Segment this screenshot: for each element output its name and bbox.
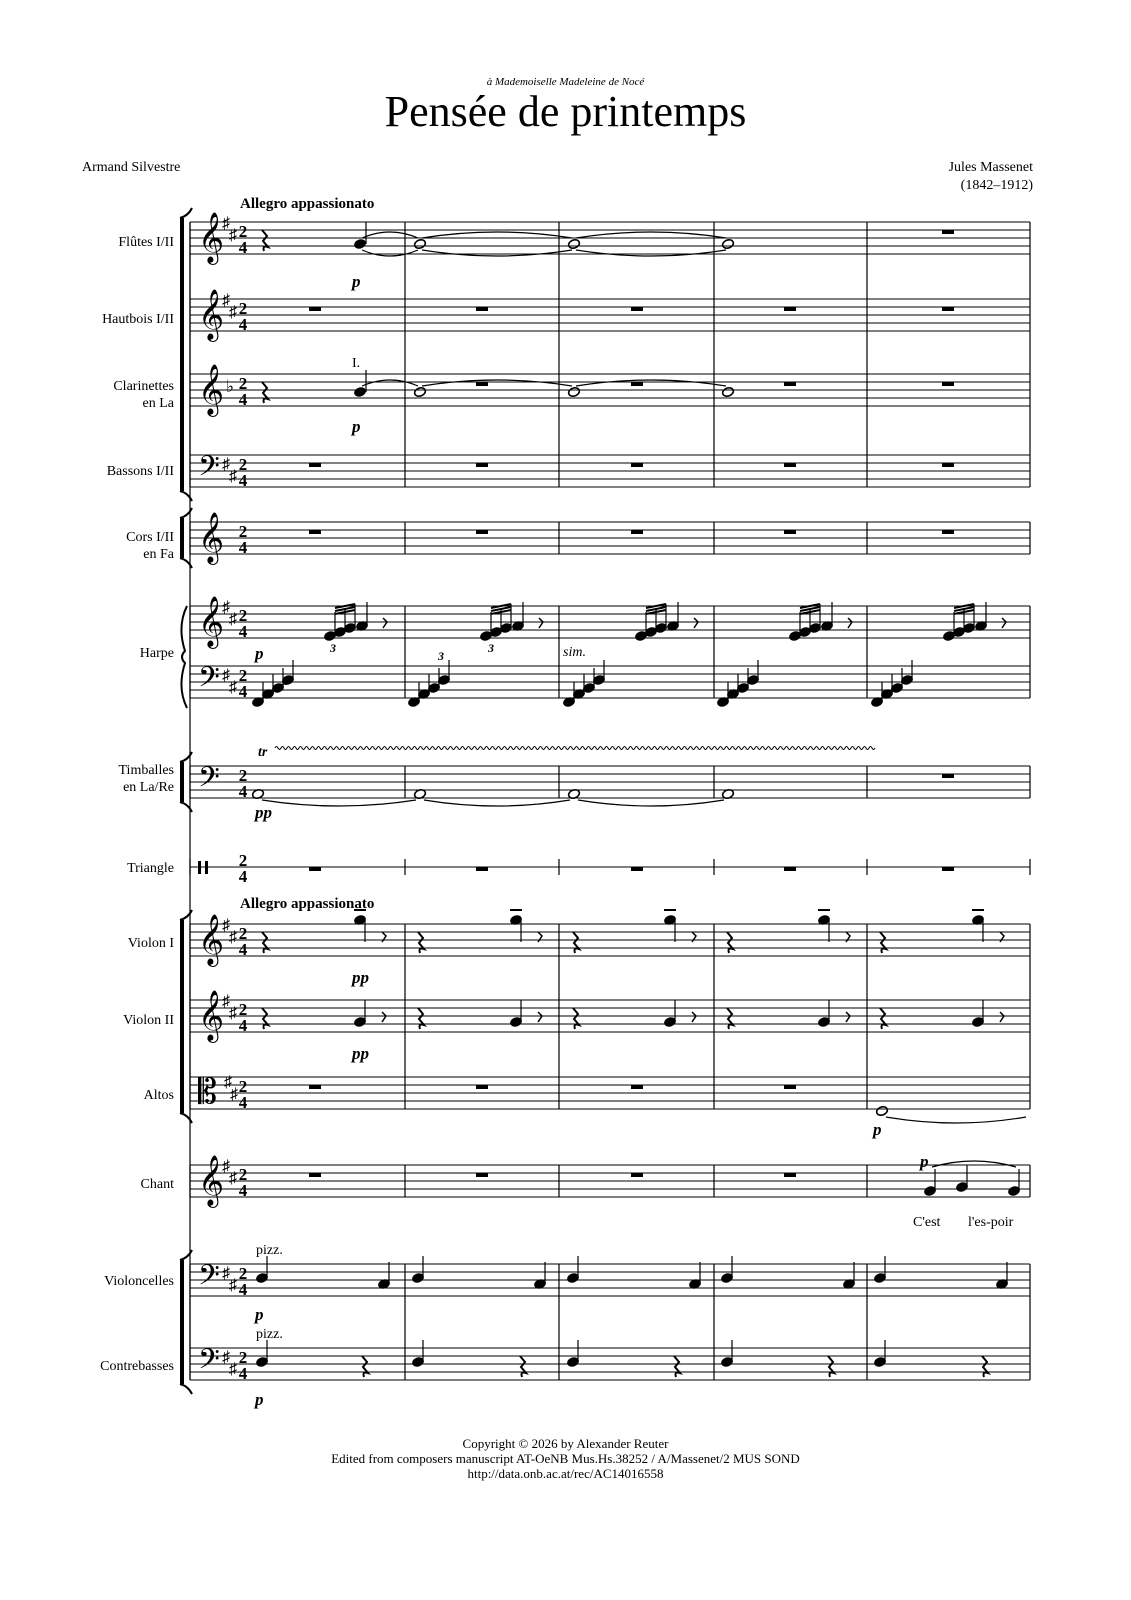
sharp-sign: ♯ xyxy=(229,1170,237,1187)
time-sig-numerator: 2 xyxy=(238,1264,248,1283)
instrument-label-horns: Cors I/II en Fa xyxy=(126,530,174,562)
sharp-sign: ♯ xyxy=(222,667,230,684)
sharp-sign: ♯ xyxy=(222,292,230,309)
time-sig-denominator: 4 xyxy=(238,940,248,959)
source-url: http://data.onb.ac.at/rec/AC14016558 xyxy=(467,1466,664,1481)
time-sig-numerator: 2 xyxy=(238,666,248,685)
eighth-rest xyxy=(538,1012,542,1022)
tuplet-number: 3 xyxy=(488,641,494,655)
sharp-sign: ♯ xyxy=(229,227,237,244)
dynamic-clarinets: p xyxy=(352,417,361,436)
tie xyxy=(576,380,726,386)
time-sig-denominator: 4 xyxy=(238,1093,248,1112)
time-sig-denominator: 4 xyxy=(238,315,248,334)
dynamic-violin1: pp xyxy=(352,968,369,987)
sharp-sign: ♯ xyxy=(229,304,237,321)
sharp-sign: ♯ xyxy=(229,468,237,485)
bass-clef: 𝄢 xyxy=(198,450,220,490)
eighth-rest xyxy=(382,1012,386,1022)
whole-rest xyxy=(631,867,643,871)
alto-clef: 𝄡 xyxy=(198,1072,217,1112)
whole-rest xyxy=(309,1085,321,1089)
notes xyxy=(251,222,1026,1368)
bracket-hook xyxy=(180,1384,192,1394)
eighth-rest xyxy=(383,618,387,628)
quarter-rest xyxy=(262,1008,268,1029)
bass-clef: 𝄢 xyxy=(198,1259,220,1299)
treble-clef: 𝄞 xyxy=(198,596,225,647)
composer-dates: (1842–1912) xyxy=(960,178,1033,193)
time-sig-denominator: 4 xyxy=(238,538,248,557)
sharp-sign: ♯ xyxy=(229,611,237,628)
whole-rest xyxy=(784,530,796,534)
notehead xyxy=(413,238,426,249)
whole-rest xyxy=(476,382,488,386)
bass-clef: 𝄢 xyxy=(198,1343,220,1383)
time-sig-numerator: 2 xyxy=(238,222,248,241)
sharp-sign: ♯ xyxy=(229,1005,237,1022)
instrument-label-basses: Contrebasses xyxy=(100,1359,174,1374)
instrument-label-triangle: Triangle xyxy=(127,861,174,876)
dynamic-basses: p xyxy=(255,1390,264,1409)
dedication: à Mademoiselle Madeleine de Nocé xyxy=(486,76,645,88)
dynamic-violin2: pp xyxy=(352,1044,369,1063)
instrument-label-harp: Harpe xyxy=(139,646,174,661)
whole-rest xyxy=(476,867,488,871)
tie xyxy=(886,1117,1026,1123)
tuplet-number: 3 xyxy=(438,649,444,663)
time-sig-denominator: 4 xyxy=(238,867,248,886)
quarter-rest xyxy=(573,932,579,953)
treble-clef: 𝄞 xyxy=(198,212,225,263)
time-sig-numerator: 2 xyxy=(238,606,248,625)
sharp-sign: ♯ xyxy=(222,1349,230,1366)
rests xyxy=(262,230,988,1377)
tempo-marking-winds: Allegro appassionato xyxy=(240,196,375,212)
sharp-sign: ♯ xyxy=(229,1361,237,1378)
timpani-trill-mark: tr xyxy=(258,745,268,760)
time-sig-denominator: 4 xyxy=(238,238,248,257)
tie xyxy=(362,380,418,386)
tie xyxy=(422,380,572,386)
time-sig-numerator: 2 xyxy=(238,924,248,943)
time-sig-numerator: 2 xyxy=(238,299,248,318)
barlines xyxy=(190,222,1030,1380)
sharp-sign: ♯ xyxy=(224,1074,232,1091)
instrument-label-violin2: Violon II xyxy=(123,1013,174,1028)
sharp-sign: ♯ xyxy=(222,1265,230,1282)
notehead xyxy=(353,238,366,249)
quarter-rest xyxy=(982,1356,988,1377)
time-sig-denominator: 4 xyxy=(238,1280,248,1299)
sharp-sign: ♯ xyxy=(229,679,237,696)
notehead xyxy=(567,386,580,397)
whole-rest xyxy=(784,382,796,386)
notehead xyxy=(721,386,734,397)
whole-rest xyxy=(942,307,954,311)
bass-clef: 𝄢 xyxy=(198,661,220,701)
time-sig-numerator: 2 xyxy=(238,1165,248,1184)
time-sig-denominator: 4 xyxy=(238,471,248,490)
pizz-cellos: pizz. xyxy=(256,1243,283,1258)
quarter-rest xyxy=(418,1008,424,1029)
whole-rest xyxy=(784,867,796,871)
whole-rest xyxy=(309,307,321,311)
time-sig-numerator: 2 xyxy=(238,1077,248,1096)
dynamic-cellos: p xyxy=(255,1305,264,1324)
quarter-rest xyxy=(880,932,886,953)
dynamic-timpani: pp xyxy=(255,803,272,822)
tie xyxy=(578,800,724,806)
eighth-rest xyxy=(539,618,543,628)
harp-brace xyxy=(181,606,187,708)
whole-rest xyxy=(942,774,954,778)
treble-clef: 𝄞 xyxy=(198,1155,225,1206)
notehead xyxy=(875,1105,888,1116)
page-title: Pensée de printemps xyxy=(384,87,747,136)
time-sig-denominator: 4 xyxy=(238,1364,248,1383)
sharp-sign: ♯ xyxy=(222,215,230,232)
treble-clef: 𝄞 xyxy=(198,990,225,1041)
bracket xyxy=(180,1260,184,1384)
whole-rest xyxy=(784,1173,796,1177)
whole-rest xyxy=(476,1085,488,1089)
sharp-sign: ♯ xyxy=(222,599,230,616)
tie xyxy=(422,250,572,256)
quarter-rest xyxy=(262,230,268,251)
whole-rest xyxy=(476,463,488,467)
instrument-label-clarinets: Clarinettes en La xyxy=(113,379,174,411)
footer xyxy=(0,1436,1131,1481)
time-sig-denominator: 4 xyxy=(238,622,248,641)
sharp-sign: ♯ xyxy=(222,993,230,1010)
time-sig-numerator: 2 xyxy=(238,374,248,393)
dynamic-harp: p xyxy=(255,644,264,663)
whole-rest xyxy=(309,1173,321,1177)
harp-sim-mark: sim. xyxy=(563,645,586,660)
tie xyxy=(932,1161,1016,1167)
tie xyxy=(262,800,416,806)
whole-rest xyxy=(942,867,954,871)
eighth-rest xyxy=(694,618,698,628)
treble-clef: 𝄞 xyxy=(198,914,225,965)
tie xyxy=(422,232,572,238)
tie xyxy=(424,800,570,806)
lyric-syllable: l'es-poir xyxy=(968,1215,1014,1230)
treble-clef: 𝄞 xyxy=(198,289,225,340)
instrument-label-violin1: Violon I xyxy=(127,936,174,951)
dynamic-voice: p xyxy=(920,1152,929,1171)
time-sig-numerator: 2 xyxy=(238,1000,248,1019)
sharp-sign: ♯ xyxy=(229,929,237,946)
sharp-sign: ♯ xyxy=(230,1086,238,1103)
sharp-sign: ♯ xyxy=(222,917,230,934)
whole-rest xyxy=(784,307,796,311)
sharp-sign: ♯ xyxy=(229,1277,237,1294)
eighth-rest xyxy=(1002,618,1006,628)
trill-wavy-line xyxy=(275,747,875,750)
eighth-rest xyxy=(1000,1012,1004,1022)
tempo-marking-strings: Allegro appassionato xyxy=(240,896,375,912)
instrument-label-cellos: Violoncelles xyxy=(104,1274,174,1289)
whole-rest xyxy=(476,307,488,311)
lyric-syllable: C'est xyxy=(913,1215,941,1230)
time-sig-numerator: 2 xyxy=(238,766,248,785)
whole-rest xyxy=(476,1173,488,1177)
notehead xyxy=(567,238,580,249)
whole-rest xyxy=(784,1085,796,1089)
bracket xyxy=(180,518,184,558)
instrument-label-oboes: Hautbois I/II xyxy=(102,312,174,327)
eighth-rest xyxy=(846,1012,850,1022)
whole-rest xyxy=(309,530,321,534)
notehead xyxy=(353,386,366,397)
bracket xyxy=(180,920,184,1113)
whole-rest xyxy=(631,307,643,311)
copyright-notice: Copyright © 2026 by Alexander Reuter xyxy=(462,1436,669,1451)
quarter-rest xyxy=(674,1356,680,1377)
tie xyxy=(362,250,418,256)
tie xyxy=(576,232,726,238)
source-notice: Edited from composers manuscript AT-OeNB Mus.Hs.38252 / A/Massenet/2 MUS SOND xyxy=(331,1451,800,1466)
quarter-rest xyxy=(362,1356,368,1377)
bracket-hook xyxy=(180,208,192,218)
notehead xyxy=(721,238,734,249)
tuplet-number: 3 xyxy=(330,641,336,655)
dynamic-flutes: p xyxy=(352,272,361,291)
staff-lines xyxy=(190,222,1030,1380)
whole-rest xyxy=(631,1085,643,1089)
whole-rest xyxy=(942,230,954,234)
percussion-clef xyxy=(205,861,208,874)
quarter-rest xyxy=(418,932,424,953)
whole-rest xyxy=(942,382,954,386)
pizz-basses: pizz. xyxy=(256,1327,283,1342)
tie xyxy=(576,250,726,256)
bass-clef: 𝄢 xyxy=(198,761,220,801)
eighth-rest xyxy=(848,618,852,628)
time-sig-denominator: 4 xyxy=(238,1016,248,1035)
instrument-label-bassoons: Bassons I/II xyxy=(106,464,174,479)
time-sig-numerator: 2 xyxy=(238,455,248,474)
quarter-rest xyxy=(262,382,268,403)
notehead xyxy=(413,386,426,397)
time-sig-denominator: 4 xyxy=(238,782,248,801)
time-sig-numerator: 2 xyxy=(238,851,248,870)
quarter-rest xyxy=(262,932,268,953)
whole-rest xyxy=(631,530,643,534)
quarter-rest xyxy=(520,1356,526,1377)
whole-rest xyxy=(631,382,643,386)
tie xyxy=(362,232,418,238)
sharp-sign: ♯ xyxy=(222,1158,230,1175)
clarinet-solo-mark: I. xyxy=(352,356,361,371)
poet-credit: Armand Silvestre xyxy=(82,160,181,175)
whole-rest xyxy=(631,463,643,467)
instrument-label-voice: Chant xyxy=(140,1177,174,1192)
tuplet-number: 3 xyxy=(283,674,289,688)
sharp-sign: ♯ xyxy=(222,456,230,473)
time-sig-numerator: 2 xyxy=(238,1348,248,1367)
eighth-rest xyxy=(692,1012,696,1022)
whole-rest xyxy=(476,530,488,534)
bracket xyxy=(180,218,184,491)
quarter-rest xyxy=(880,1008,886,1029)
dynamic-violas: p xyxy=(873,1120,882,1139)
quarter-rest xyxy=(727,1008,733,1029)
treble-clef: 𝄞 xyxy=(198,512,225,563)
time-sig-denominator: 4 xyxy=(238,682,248,701)
quarter-rest xyxy=(573,1008,579,1029)
time-sig-denominator: 4 xyxy=(238,390,248,409)
time-sig-denominator: 4 xyxy=(238,1181,248,1200)
quarter-rest xyxy=(828,1356,834,1377)
instrument-label-violas: Altos xyxy=(143,1088,174,1103)
bracket xyxy=(180,762,184,802)
composer-credit: Jules Massenet xyxy=(948,160,1033,175)
whole-rest xyxy=(784,463,796,467)
flat-sign: ♭ xyxy=(226,377,235,396)
whole-rest xyxy=(309,463,321,467)
whole-rest xyxy=(309,867,321,871)
whole-rest xyxy=(942,463,954,467)
instrument-label-timpani: Timballes en La/Re xyxy=(118,763,174,795)
whole-rest xyxy=(631,1173,643,1177)
time-sig-numerator: 2 xyxy=(238,522,248,541)
percussion-clef xyxy=(198,861,201,874)
treble-clef: 𝄞 xyxy=(198,364,225,415)
whole-rest xyxy=(942,530,954,534)
quarter-rest xyxy=(727,932,733,953)
instrument-label-flutes: Flûtes I/II xyxy=(118,235,174,250)
